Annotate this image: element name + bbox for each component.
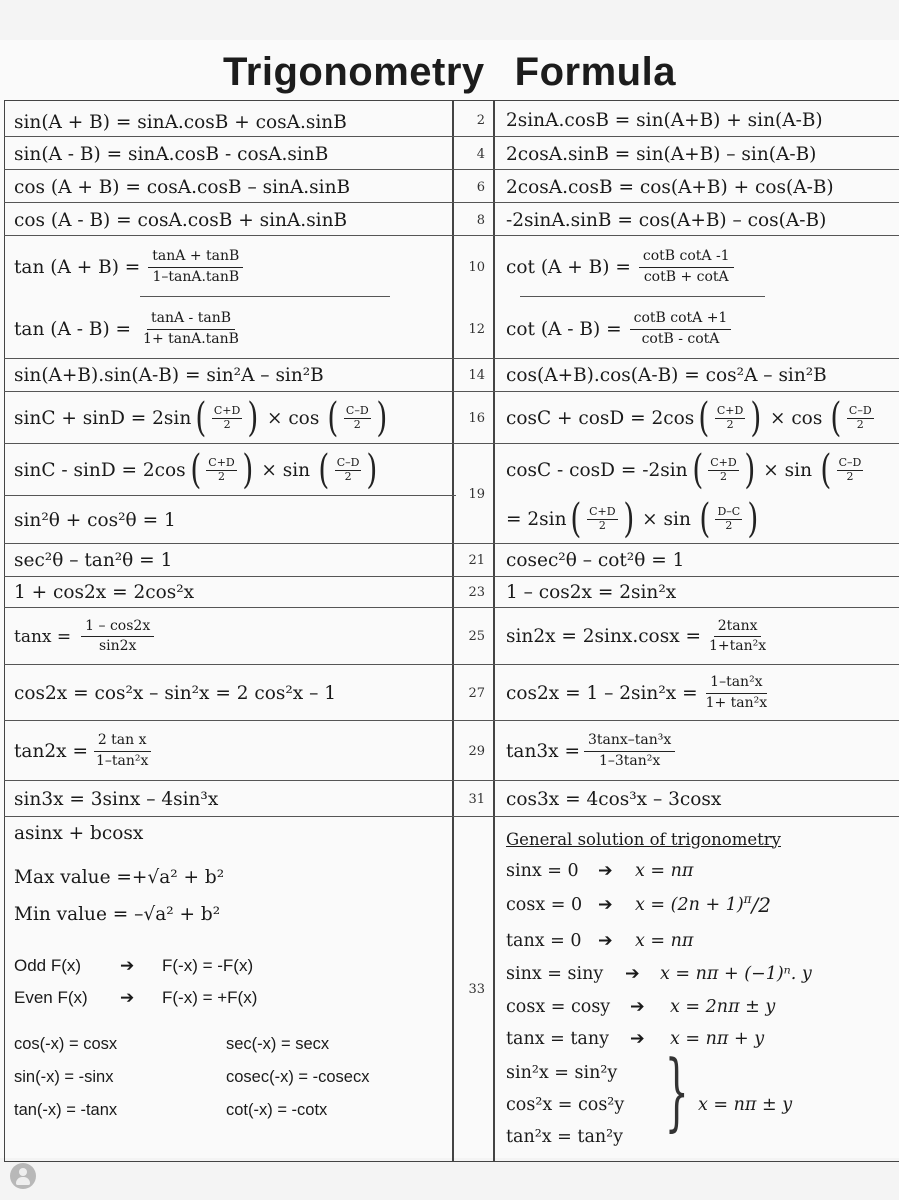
fraction-denominator: 1–3tan²x	[598, 752, 661, 769]
fraction-numerator: tanA + tanB	[148, 249, 243, 267]
fraction-denominator: sin2x	[98, 638, 137, 654]
fraction	[81, 619, 154, 655]
fraction-numerator: C+D	[213, 404, 241, 418]
over-two: /2	[751, 893, 771, 917]
gs-tanx-zero: tanx = 0	[506, 931, 582, 951]
fraction-denominator: 2	[344, 469, 352, 483]
formula-cosc-plus-cosd	[506, 394, 879, 442]
gs-cosx-zero-solution	[635, 888, 771, 922]
formula-lhs: cosC - cosD = -2sin	[506, 459, 688, 481]
formula-sinc-plus-sind	[14, 394, 391, 442]
fraction-denominator: 1+ tan²x	[705, 694, 768, 711]
formula-lhs: tan3x =	[506, 740, 580, 762]
sin-neg-x: sin(-x) = -sinx	[14, 1067, 114, 1086]
formula-cos-a-plus-b: cos (A + B) = cosA.cosB – sinA.sinB	[14, 176, 351, 198]
fraction-denominator: cotB + cotA	[643, 268, 729, 285]
fraction-numerator: 2tanx	[714, 619, 762, 637]
formula-2cosa-sinb: 2cosA.sinB = sin(A+B) – sin(A-B)	[506, 143, 817, 165]
arrow-icon: ➔	[625, 964, 640, 984]
fraction	[335, 457, 362, 482]
fraction-numerator: tanA - tanB	[147, 311, 235, 329]
paren-group: ( $\frac{C+D}{2}$ )	[691, 447, 755, 493]
row-number: 8	[476, 212, 485, 228]
gs-sinx-zero-solution: x = nπ	[635, 861, 694, 881]
arrow-icon: ➔	[598, 931, 613, 951]
cot-neg-x: cot(-x) = -cotx	[226, 1100, 328, 1119]
fraction	[715, 506, 742, 531]
row-separator	[4, 780, 899, 781]
formula-sin-a-plus-b: sin(A + B) = sinA.cosB + cosA.sinB	[14, 111, 347, 133]
gs-cosx-cosy: cosx = cosy	[506, 997, 611, 1017]
row-separator	[4, 443, 899, 444]
gs-tanx-tany-solution: x = nπ + y	[670, 1029, 765, 1049]
fraction-numerator: cotB cotA -1	[639, 249, 734, 267]
paren-group: ( $\frac{D-C}{2}$ )	[699, 496, 759, 542]
row-number: 31	[468, 791, 485, 807]
formula-lhs: sinC - sinD = 2cos	[14, 459, 186, 481]
arrow-icon: ➔	[630, 997, 645, 1017]
cos-neg-x: cos(-x) = cosx	[14, 1034, 118, 1053]
fraction-numerator: 2 tan x	[94, 733, 151, 751]
fraction-denominator: 2	[719, 469, 727, 483]
fraction-denominator: 1+ tanA.tanB	[143, 330, 239, 347]
fraction-numerator: 1 – cos2x	[81, 619, 154, 637]
formula-2sina-cosb: 2sinA.cosB = sin(A+B) + sin(A-B)	[506, 109, 823, 131]
formula-cos2x-tan	[506, 666, 774, 720]
operator-text: × cos	[266, 407, 320, 429]
row-separator	[4, 358, 899, 359]
fraction	[847, 405, 874, 430]
gs-sinx-zero: sinx = 0	[506, 861, 579, 881]
cosec-neg-x: cosec(-x) = -cosecx	[226, 1067, 370, 1086]
formula-sec-tan: sec²θ – tan²θ = 1	[14, 550, 173, 571]
arrow-icon: ➔	[120, 956, 135, 976]
arrow-icon: ➔	[598, 895, 613, 915]
row-separator	[4, 495, 456, 496]
formula-2cosa-cosb: 2cosA.cosB = cos(A+B) + cos(A-B)	[506, 176, 834, 198]
formula-lhs: sin2x = 2sinx.cosx =	[506, 626, 702, 647]
row-separator	[4, 607, 899, 608]
gs-sinx-siny-solution: x = nπ + (−1)ⁿ. y	[660, 964, 812, 984]
paren-group: ( $\frac{C-D}{2}$ )	[327, 395, 387, 441]
formula-lhs: tan (A - B) =	[14, 318, 132, 340]
fraction-denominator: 1–tanA.tanB	[152, 268, 240, 285]
odd-function-rule: F(-x) = -F(x)	[162, 956, 254, 975]
fraction	[212, 405, 242, 430]
formula-cosc-minus-cosd	[506, 446, 868, 494]
row-number: 16	[468, 410, 485, 426]
title-word-1: Trigonometry	[223, 50, 485, 94]
right-brace: }	[664, 1042, 689, 1140]
fraction-denominator: 2	[598, 518, 606, 532]
formula-tan3x	[506, 722, 678, 780]
row-separator	[4, 543, 899, 544]
paren-group: ( $\frac{C-D}{2}$	[820, 447, 862, 493]
formula-sinc-minus-sind	[14, 446, 382, 494]
fraction-numerator: C+D	[710, 456, 737, 470]
formula-tan-a-minus-b	[14, 302, 246, 356]
fraction	[837, 457, 864, 482]
fraction-denominator: 2	[353, 417, 361, 431]
fraction	[206, 457, 236, 482]
row-number: 33	[468, 981, 485, 997]
formula-lhs: cot (A - B) =	[506, 318, 622, 340]
fraction	[92, 733, 152, 769]
fraction-denominator: 2	[726, 417, 734, 431]
fraction-numerator: C+D	[208, 456, 235, 470]
even-function-label: Even F(x)	[14, 988, 88, 1007]
row-separator	[4, 664, 899, 665]
fraction-numerator: C–D	[838, 456, 862, 470]
formula-cos3x: cos3x = 4cos³x – 3cosx	[506, 788, 722, 810]
fraction-numerator: 3tanx–tan³x	[584, 733, 675, 751]
gs-tan-squared: tan²x = tan²y	[506, 1127, 624, 1147]
formula-cos-a-minus-b: cos (A - B) = cosA.cosB + sinA.sinB	[14, 209, 348, 231]
row-number: 12	[468, 321, 485, 337]
fraction-numerator: D–C	[717, 505, 741, 519]
formula-lhs: = 2sin	[506, 508, 567, 530]
row-number: 2	[476, 112, 485, 128]
row-separator	[4, 720, 899, 721]
title-word-2: Formula	[514, 50, 676, 94]
fraction	[587, 506, 617, 531]
formula-1-plus-cos2x: 1 + cos2x = 2cos²x	[14, 581, 195, 603]
formula-sin3x: sin3x = 3sinx – 4sin³x	[14, 788, 219, 810]
row-separator	[520, 296, 765, 297]
fraction-numerator: C+D	[716, 404, 744, 418]
general-solution-title: General solution of trigonometry	[506, 829, 781, 849]
row-separator	[4, 202, 899, 203]
fraction-denominator: cotB - cotA	[641, 330, 720, 347]
formula-lhs: sinC + sinD = 2sin	[14, 407, 192, 429]
formula-cosec-cot: cosec²θ – cot²θ = 1	[506, 550, 685, 571]
row-separator	[4, 816, 899, 817]
fraction-numerator: C–D	[336, 456, 360, 470]
gs-squared-solution: x = nπ ± y	[698, 1095, 793, 1115]
formula-lhs: cot (A + B) =	[506, 256, 631, 278]
paren-group: ( $\frac{C+D}{2}$ )	[190, 447, 254, 493]
formula-tan2x	[14, 722, 155, 780]
row-separator	[4, 169, 899, 170]
formula-lhs: cosC + cosD = 2cos	[506, 407, 695, 429]
paren-group: ( $\frac{C+D}{2}$ )	[570, 496, 634, 542]
arrow-icon: ➔	[598, 861, 613, 881]
fraction-numerator: cotB cotA +1	[630, 311, 732, 329]
solution-main: x = (2n + 1)	[635, 895, 744, 915]
formula-tan-a-plus-b	[14, 240, 246, 294]
formula-lhs: tan (A + B) =	[14, 256, 141, 278]
even-function-rule: F(-x) = +F(x)	[162, 988, 258, 1007]
arrow-icon: ➔	[120, 988, 135, 1008]
gs-cosx-cosy-solution: x = 2nπ ± y	[670, 997, 776, 1017]
row-separator	[140, 296, 390, 297]
fraction	[139, 311, 243, 347]
fraction	[702, 675, 772, 711]
formula-lhs: tan2x =	[14, 740, 88, 762]
gs-tanx-tany: tanx = tany	[506, 1029, 610, 1049]
fraction-numerator: C–D	[345, 404, 369, 418]
formula-pythagorean: sin²θ + cos²θ = 1	[14, 509, 176, 531]
row-number: 27	[468, 685, 485, 701]
fraction-denominator: 1–tan²x	[95, 752, 149, 769]
fraction	[639, 249, 734, 285]
row-number: 6	[476, 179, 485, 195]
row-number: 21	[468, 553, 485, 568]
fraction	[630, 311, 732, 347]
formula-cos2x-identities: cos2x = cos²x – sin²x = 2 cos²x – 1	[14, 682, 337, 704]
gs-sin-squared: sin²x = sin²y	[506, 1063, 618, 1083]
row-number: 4	[476, 146, 485, 162]
formula-lhs: tanx =	[14, 626, 72, 647]
row-separator	[4, 235, 899, 236]
formula-neg2sina-sinb: -2sinA.sinB = cos(A+B) – cos(A-B)	[506, 209, 827, 231]
fraction-denominator: 2	[856, 417, 864, 431]
fraction	[715, 405, 745, 430]
paren-group: ( $\frac{C+D}{2}$ )	[195, 395, 259, 441]
fraction	[148, 249, 243, 285]
row-number: 14	[468, 368, 485, 383]
operator-text: × sin	[763, 459, 812, 481]
fraction	[708, 457, 738, 482]
paren-group: ( $\frac{C-D}{2}$	[830, 395, 872, 441]
max-value: Max value =+√a² + b²	[14, 866, 225, 888]
fraction-denominator: 2	[725, 518, 733, 532]
gs-cosx-zero: cosx = 0	[506, 895, 583, 915]
row-separator	[4, 391, 899, 392]
formula-cosc-minus-cosd-alt	[506, 496, 763, 542]
fraction-denominator: 2	[846, 469, 854, 483]
formula-1-minus-cos2x: 1 – cos2x = 2sin²x	[506, 581, 677, 603]
fraction-denominator: 2	[223, 417, 231, 431]
fraction	[705, 619, 770, 655]
fraction	[584, 733, 675, 769]
gs-tanx-zero-solution: x = nπ	[635, 931, 694, 951]
formula-tanx-half	[14, 609, 157, 664]
min-value: Min value = –√a² + b²	[14, 903, 221, 925]
row-separator	[4, 136, 899, 137]
formula-sin-a-minus-b: sin(A - B) = sinA.cosB - cosA.sinB	[14, 143, 329, 165]
page-title	[0, 50, 899, 95]
sec-neg-x: sec(-x) = secx	[226, 1034, 330, 1053]
paren-group: ( $\frac{C-D}{2}$ )	[318, 447, 378, 493]
fraction	[344, 405, 371, 430]
fraction-denominator: 1+tan²x	[709, 638, 767, 654]
fraction-numerator: C+D	[589, 505, 616, 519]
odd-function-label: Odd F(x)	[14, 956, 82, 975]
formula-sin-product: sin(A+B).sin(A-B) = sin²A – sin²B	[14, 365, 324, 386]
row-number: 29	[468, 743, 485, 759]
divider-right	[493, 100, 495, 1162]
row-number: 10	[468, 259, 485, 275]
formula-lhs: cos2x = 1 – 2sin²x =	[506, 682, 698, 704]
fraction-denominator: 2	[218, 469, 226, 483]
formula-sin2x	[506, 609, 773, 664]
row-number: 25	[468, 629, 485, 644]
pi-superscript: π	[743, 892, 752, 906]
formula-cot-a-minus-b	[506, 302, 734, 356]
operator-text: × cos	[769, 407, 823, 429]
paren-group: ( $\frac{C+D}{2}$ )	[698, 395, 762, 441]
avatar-icon[interactable]	[10, 1163, 36, 1189]
asinx-bcosx: asinx + bcosx	[14, 822, 144, 844]
row-number: 23	[468, 584, 485, 600]
row-number: 19	[468, 486, 485, 502]
operator-text: × sin	[261, 459, 311, 481]
gs-sinx-siny: sinx = siny	[506, 964, 604, 984]
formula-cos-product: cos(A+B).cos(A-B) = cos²A – sin²B	[506, 365, 827, 386]
gs-cos-squared: cos²x = cos²y	[506, 1095, 625, 1115]
tan-neg-x: tan(-x) = -tanx	[14, 1100, 118, 1119]
fraction-numerator: 1–tan²x	[706, 675, 766, 693]
formula-cot-a-plus-b	[506, 240, 737, 294]
operator-text: × sin	[642, 508, 691, 530]
arrow-icon: ➔	[630, 1029, 645, 1049]
fraction-numerator: C–D	[848, 404, 872, 418]
